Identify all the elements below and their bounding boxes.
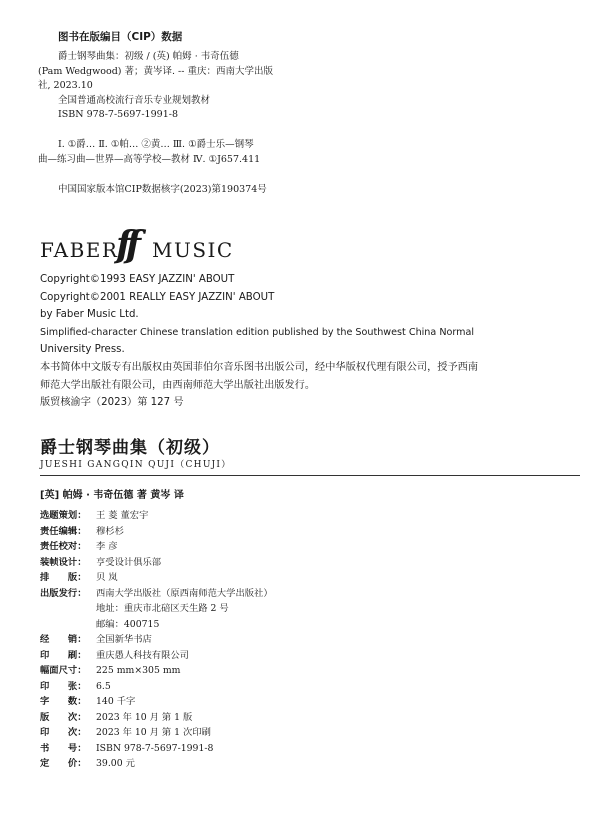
credit-row bbox=[40, 539, 580, 555]
cip-block bbox=[38, 50, 273, 123]
credit-value: 地址：重庆市北碚区天生路 2 号 bbox=[96, 603, 229, 614]
credit-row bbox=[40, 725, 580, 741]
credit-label: 印 次： bbox=[40, 727, 87, 738]
copyright-line: University Press. bbox=[40, 344, 125, 356]
logo-right-text: MUSIC bbox=[152, 238, 234, 262]
credit-label: 书 号： bbox=[40, 742, 87, 754]
cip-classification bbox=[38, 138, 260, 167]
credit-row bbox=[40, 524, 580, 540]
credit-label bbox=[40, 617, 96, 633]
credits-list bbox=[40, 508, 580, 772]
logo-ff-mark: ff bbox=[116, 224, 135, 266]
credit-row bbox=[40, 648, 580, 664]
faber-music-logo bbox=[40, 224, 234, 266]
cip-class-line: Ⅰ. ①爵… Ⅱ. ①帕… ②黄… Ⅲ. ①爵士乐—钢琴 bbox=[58, 139, 254, 150]
credit-label: 装帧设计： bbox=[40, 556, 87, 568]
cip-heading: 图书在版编目（CIP）数据 bbox=[58, 31, 183, 43]
credit-row bbox=[40, 508, 580, 524]
cip-line: (Pam Wedgwood) 著；黄岑译. -- 重庆：西南大学出版 bbox=[38, 65, 273, 77]
credit-row bbox=[40, 741, 580, 757]
credit-label: 印 张： bbox=[40, 680, 87, 692]
credit-value: 西南大学出版社（原西南师范大学出版社） bbox=[96, 587, 273, 599]
credit-value: 39.00 元 bbox=[96, 758, 135, 769]
credit-row bbox=[40, 570, 580, 586]
credit-label: 字 数： bbox=[40, 696, 87, 707]
book-authors: [英] 帕姆 · 韦奇伍德 著 黄岑 译 bbox=[40, 490, 184, 501]
credit-value: 李 彦 bbox=[96, 541, 118, 552]
credit-value: ISBN 978-7-5697-1991-8 bbox=[96, 742, 214, 754]
credit-label bbox=[40, 601, 96, 617]
credit-row bbox=[40, 663, 580, 679]
copyright-line: Copyright©1993 EASY JAZZIN' ABOUT bbox=[40, 274, 235, 285]
credit-row bbox=[40, 555, 580, 571]
credit-row bbox=[40, 756, 580, 772]
copyright-line: by Faber Music Ltd. bbox=[40, 309, 139, 321]
credit-label: 出版发行： bbox=[40, 587, 87, 599]
book-title: 爵士钢琴曲集（初级） bbox=[40, 438, 220, 458]
credit-label: 经 销： bbox=[40, 634, 87, 645]
credit-row bbox=[40, 617, 580, 633]
logo-left-text: FABER bbox=[40, 238, 119, 262]
book-pinyin-title: JUESHI GANGQIN QUJI（CHUJI） bbox=[40, 460, 232, 470]
copyright-line: Simplified-character Chinese translation edition published by the Southwest China Normal bbox=[40, 326, 475, 338]
copyright-line: 版贸核渝字（2023）第 127 号 bbox=[40, 397, 184, 409]
credit-label: 幅面尺寸： bbox=[40, 665, 87, 676]
credit-row bbox=[40, 679, 580, 695]
credit-value: 穆杉杉 bbox=[96, 525, 124, 537]
credit-value: 2023 年 10 月 第 1 次印刷 bbox=[96, 727, 211, 738]
copyright-block bbox=[40, 271, 540, 412]
credit-value: 2023 年 10 月 第 1 版 bbox=[96, 711, 193, 723]
credit-value: 邮编：400715 bbox=[96, 618, 160, 630]
credit-label: 排 版： bbox=[40, 572, 87, 583]
cip-isbn: ISBN 978-7-5697-1991-8 bbox=[58, 109, 178, 120]
copyright-line: Copyright©2001 REALLY EASY JAZZIN' ABOUT bbox=[40, 291, 275, 303]
credit-row bbox=[40, 586, 580, 602]
credit-value: 140 千字 bbox=[96, 696, 136, 707]
cip-line: 全国普通高校流行音乐专业规划教材 bbox=[58, 94, 211, 106]
credit-label: 版 次： bbox=[40, 711, 87, 723]
credit-label: 印 刷： bbox=[40, 649, 87, 661]
credit-value: 全国新华书店 bbox=[96, 634, 152, 645]
cip-line: 社, 2023.10 bbox=[38, 80, 93, 91]
credit-value: 225 mm×305 mm bbox=[96, 665, 181, 676]
credit-row bbox=[40, 710, 580, 726]
credit-value: 王 菱 董宏宇 bbox=[96, 510, 149, 521]
cip-line: 爵士钢琴曲集：初级 / (英) 帕姆 · 韦奇伍德 bbox=[58, 51, 239, 62]
divider bbox=[40, 475, 580, 476]
credit-label: 责任校对： bbox=[40, 541, 87, 552]
cip-record-text: 中国国家版本馆CIP数据核字(2023)第190374号 bbox=[58, 184, 267, 195]
credit-row bbox=[40, 694, 580, 710]
credit-row bbox=[40, 632, 580, 648]
credit-value: 贝 岚 bbox=[96, 572, 118, 583]
cip-class-line: 曲—练习曲—世界—高等学校—教材 Ⅳ. ①J657.411 bbox=[38, 153, 261, 165]
credit-label: 定 价： bbox=[40, 758, 87, 769]
credit-value: 亨受设计俱乐部 bbox=[96, 556, 162, 568]
cip-record bbox=[38, 183, 267, 198]
credit-value: 6.5 bbox=[96, 680, 111, 692]
credit-row bbox=[40, 601, 580, 617]
credit-label: 选题策划： bbox=[40, 510, 87, 521]
credit-value: 重庆愚人科技有限公司 bbox=[96, 649, 189, 661]
credit-label: 责任编辑： bbox=[40, 525, 87, 537]
copyright-line: 师范大学出版社有限公司，由西南师范大学出版社出版发行。 bbox=[40, 379, 316, 391]
copyright-line: 本书简体中文版专有出版权由英国菲伯尔音乐图书出版公司，经中华版权代理有限公司，授予西南 bbox=[40, 361, 479, 373]
